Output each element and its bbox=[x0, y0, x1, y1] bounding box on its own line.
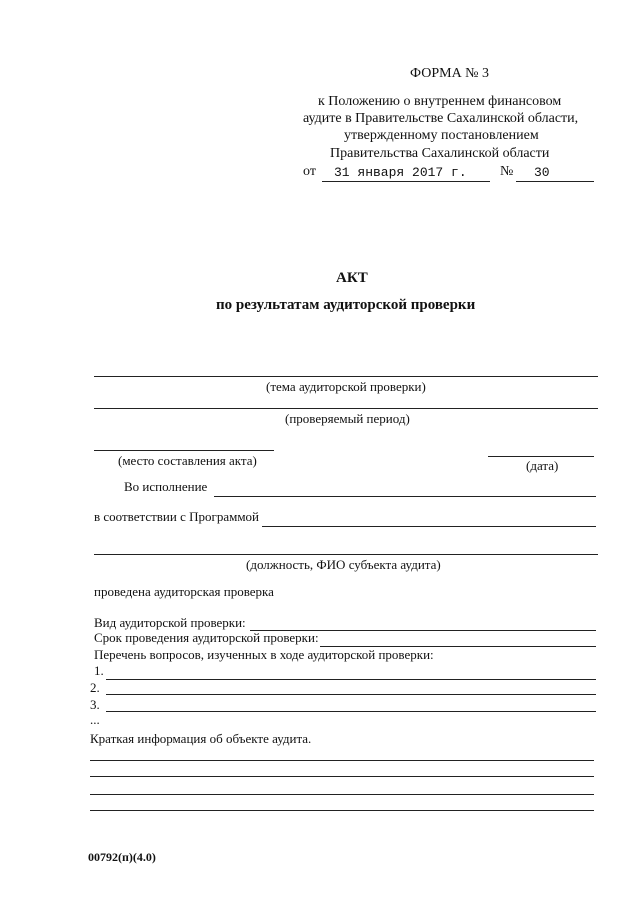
header-line-4: Правительства Сахалинской области bbox=[330, 146, 550, 161]
topic-line bbox=[94, 376, 598, 377]
brief-info-line-2 bbox=[90, 776, 594, 777]
date-line bbox=[488, 456, 594, 457]
conducted-text: проведена аудиторская проверка bbox=[94, 584, 274, 599]
audit-term-label: Срок проведения аудиторской проверки: bbox=[94, 630, 319, 645]
header-line-1: к Положению о внутреннем финансовом bbox=[318, 94, 562, 109]
period-line bbox=[94, 408, 598, 409]
period-caption: (проверяемый период) bbox=[285, 411, 410, 426]
subject-line bbox=[94, 554, 598, 555]
header-line-2: аудите в Правительстве Сахалинской области, bbox=[303, 111, 579, 126]
number-label: № bbox=[500, 164, 514, 179]
date-caption: (дата) bbox=[526, 458, 559, 473]
program-label: в соответствии с Программой bbox=[94, 509, 260, 524]
execution-label: Во исполнение bbox=[124, 479, 208, 494]
topic-caption: (тема аудиторской проверки) bbox=[266, 379, 426, 394]
item-line-2 bbox=[106, 694, 596, 695]
number-underline bbox=[516, 181, 594, 182]
brief-info-label: Краткая информация об объекте аудита. bbox=[90, 731, 312, 746]
date-value: 31 января 2017 г. bbox=[334, 165, 467, 180]
item-number-1: 1. bbox=[94, 663, 104, 678]
questions-label: Перечень вопросов, изученных в ходе аудиторской проверки: bbox=[94, 647, 434, 662]
item-number-3: 3. bbox=[90, 697, 100, 712]
item-line-1 bbox=[106, 679, 596, 680]
brief-info-line-3 bbox=[90, 794, 594, 795]
place-caption: (место составления акта) bbox=[118, 453, 257, 468]
date-underline bbox=[322, 181, 490, 182]
execution-line bbox=[214, 496, 596, 497]
audit-type-label: Вид аудиторской проверки: bbox=[94, 615, 246, 630]
form-number: ФОРМА № 3 bbox=[410, 66, 490, 81]
place-line bbox=[94, 450, 274, 451]
act-title: АКТ bbox=[336, 270, 368, 286]
date-from-label: от bbox=[303, 164, 316, 179]
header-line-3: утвержденному постановлением bbox=[344, 128, 539, 143]
item-line-3 bbox=[106, 711, 596, 712]
brief-info-line-4 bbox=[90, 810, 594, 811]
brief-info-line-1 bbox=[90, 760, 594, 761]
program-line bbox=[262, 526, 596, 527]
subject-caption: (должность, ФИО субъекта аудита) bbox=[246, 557, 441, 572]
act-subtitle: по результатам аудиторской проверки bbox=[216, 297, 476, 313]
item-number-2: 2. bbox=[90, 680, 100, 695]
item-ellipsis: ... bbox=[90, 712, 100, 727]
number-value: 30 bbox=[534, 165, 550, 180]
document-code: 00792(п)(4.0) bbox=[88, 850, 156, 864]
